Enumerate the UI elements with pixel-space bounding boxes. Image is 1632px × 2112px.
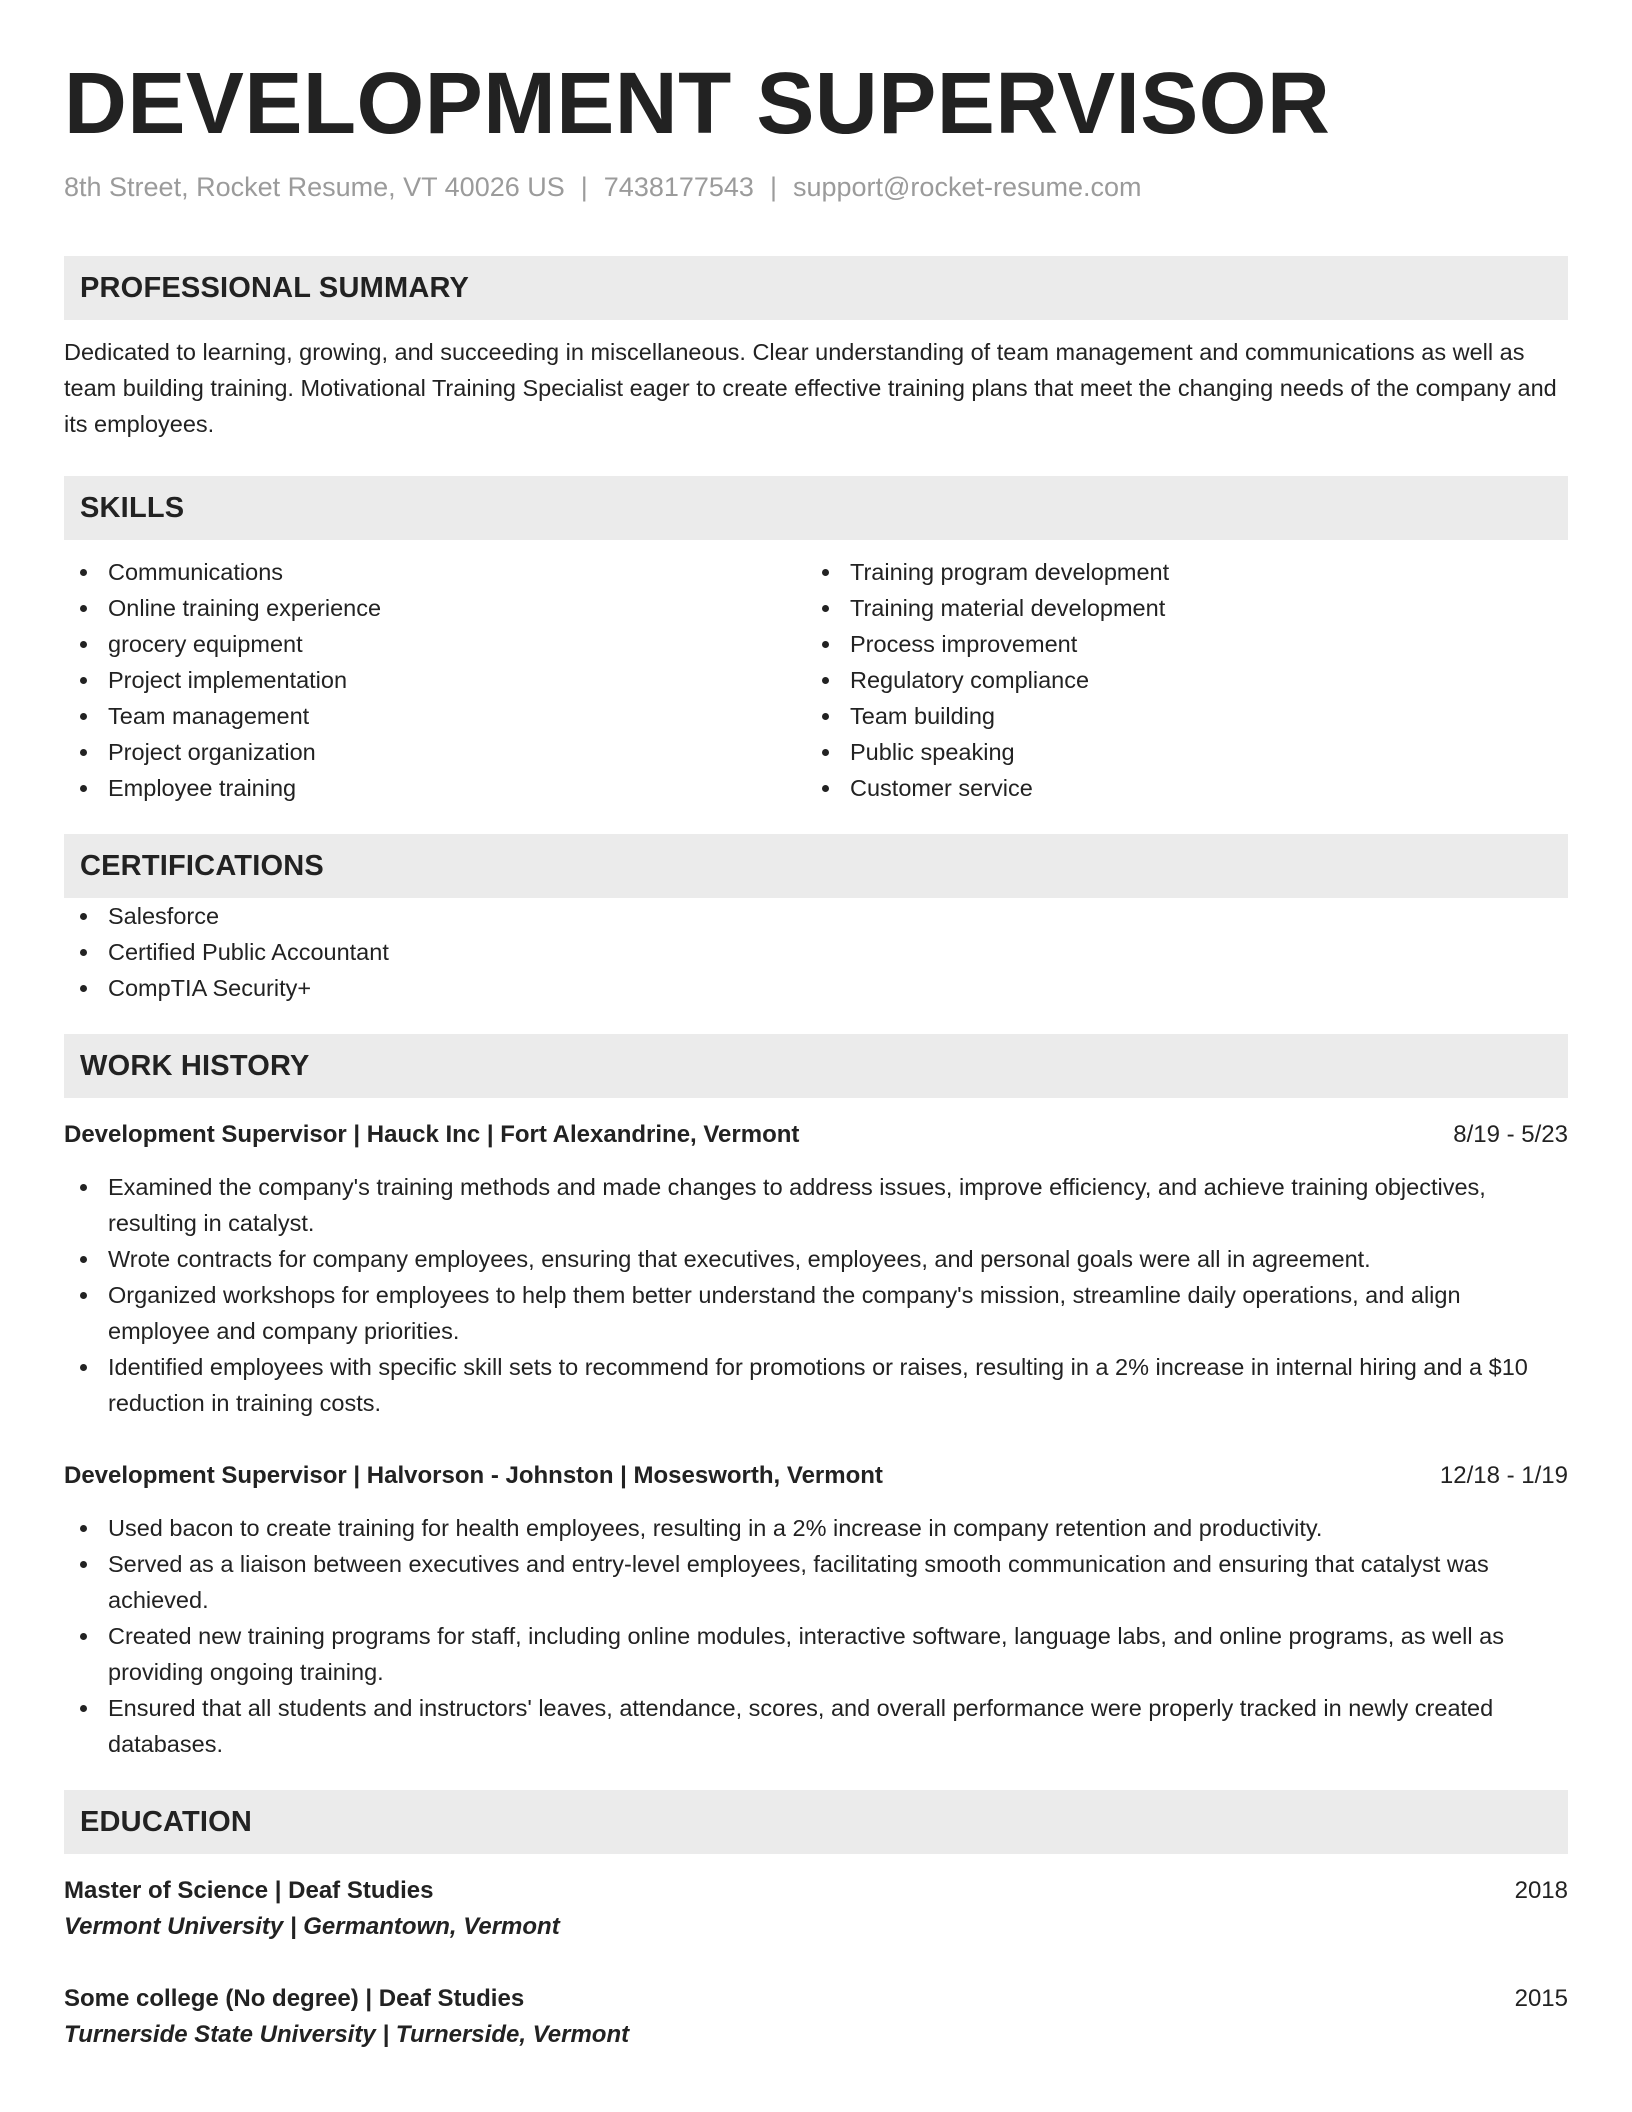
section-header-skills: SKILLS — [64, 476, 1568, 540]
job-bullet: Examined the company's training methods and made changes to address issues, improve efficiency, and achieve training objectives, resulting in catalyst. — [64, 1169, 1568, 1241]
skill-item: Project organization — [64, 734, 806, 770]
education-entry — [64, 1874, 1568, 1946]
skill-item: Team management — [64, 698, 806, 734]
section-header-summary: PROFESSIONAL SUMMARY — [64, 256, 1568, 320]
skill-item: Training material development — [806, 590, 1548, 626]
skill-item: Public speaking — [806, 734, 1548, 770]
skill-item: Project implementation — [64, 662, 806, 698]
job-header — [64, 1459, 1568, 1493]
education-entry — [64, 1982, 1568, 2054]
education-header — [64, 1874, 1568, 1908]
job-bullet: Ensured that all students and instructors' leaves, attendance, scores, and overall performance were properly tracked in newly created databases. — [64, 1690, 1568, 1762]
education-year: 2015 — [1514, 1985, 1568, 2012]
section-header-certifications: CERTIFICATIONS — [64, 834, 1568, 898]
education-school: Turnerside State University | Turnerside, Vermont — [64, 2021, 630, 2048]
contact-line — [64, 170, 1568, 204]
education-school: Vermont University | Germantown, Vermont — [64, 1913, 560, 1940]
job-bullet: Created new training programs for staff, including online modules, interactive software, language labs, and online programs, as well as providing ongoing training. — [64, 1618, 1568, 1690]
skill-item: Regulatory compliance — [806, 662, 1548, 698]
job-title: Development Supervisor | Halvorson - Johnston | Mosesworth, Vermont — [64, 1462, 883, 1489]
resume-page — [64, 56, 1568, 2054]
job-bullets — [64, 1169, 1568, 1421]
contact-separator: | — [580, 172, 588, 202]
skill-item: Training program development — [806, 554, 1548, 590]
job-bullet: Organized workshops for employees to help them better understand the company's mission, streamline daily operations, and align employee and company priorities. — [64, 1277, 1568, 1349]
certification-item: Salesforce — [64, 898, 1568, 934]
contact-email[interactable]: support@rocket-resume.com — [792, 172, 1142, 202]
job-entry — [64, 1459, 1568, 1762]
skill-item: Communications — [64, 554, 806, 590]
contact-phone: 7438177543 — [603, 172, 754, 202]
skill-item: grocery equipment — [64, 626, 806, 662]
contact-separator: | — [769, 172, 777, 202]
education-year: 2018 — [1514, 1877, 1568, 1904]
skill-item: Process improvement — [806, 626, 1548, 662]
certification-item: CompTIA Security+ — [64, 970, 1568, 1006]
certification-item: Certified Public Accountant — [64, 934, 1568, 970]
skill-item: Customer service — [806, 770, 1548, 806]
job-bullet: Served as a liaison between executives and entry-level employees, facilitating smooth communication and ensuring that catalyst was achieved. — [64, 1546, 1568, 1618]
job-bullet: Used bacon to create training for health employees, resulting in a 2% increase in company retention and productivity. — [64, 1510, 1568, 1546]
certifications-list — [64, 898, 1568, 1006]
job-bullet: Wrote contracts for company employees, ensuring that executives, employees, and personal goals were all in agreement. — [64, 1241, 1568, 1277]
job-bullet: Identified employees with specific skill sets to recommend for promotions or raises, resulting in a 2% increase in internal hiring and a $10 reduction in training costs. — [64, 1349, 1568, 1421]
candidate-name: DEVELOPMENT SUPERVISOR — [64, 55, 1331, 152]
job-dates: 12/18 - 1/19 — [1439, 1462, 1568, 1489]
job-header — [64, 1118, 1568, 1152]
skills-list-right — [806, 554, 1548, 806]
summary-text: Dedicated to learning, growing, and succeeding in miscellaneous. Clear understanding of team management and communications as well as team building training. Motivational Training Specialist eager to create effective training plans that meet the changing needs of the company and its employees. — [64, 339, 1557, 437]
education-header — [64, 1982, 1568, 2016]
skills-columns — [64, 554, 1568, 806]
education-degree: Some college (No degree) | Deaf Studies — [64, 1985, 525, 2012]
contact-address: 8th Street, Rocket Resume, VT 40026 US — [64, 172, 565, 202]
job-entry — [64, 1118, 1568, 1421]
job-bullets — [64, 1510, 1568, 1762]
job-title: Development Supervisor | Hauck Inc | Fort Alexandrine, Vermont — [64, 1121, 800, 1148]
section-header-education: EDUCATION — [64, 1790, 1568, 1854]
education-degree: Master of Science | Deaf Studies — [64, 1877, 434, 1904]
skill-item: Team building — [806, 698, 1548, 734]
skills-list-left — [64, 554, 806, 806]
section-header-work-history: WORK HISTORY — [64, 1034, 1568, 1098]
skill-item: Employee training — [64, 770, 806, 806]
skill-item: Online training experience — [64, 590, 806, 626]
job-dates: 8/19 - 5/23 — [1453, 1121, 1568, 1148]
